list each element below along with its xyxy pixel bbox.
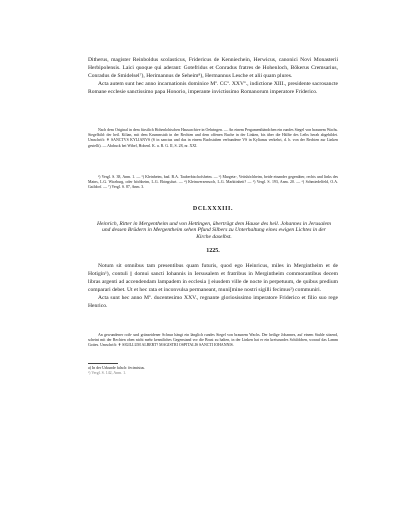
witness-paragraph: Ditherus, magister Reinboldus scolasticus, Fridericus de Kenniechein, Herwicus, canonici Novi Monasterii Herbipolensis. Laici quoque qui aderant: Gotefridus et Conradus fratres de Hohenloch, Bökerus Cremsarius, Conradus de Smidelsel⁷), Herimannus de Seheim⁸), Hermannus Lesche et alii quam plures.: [88, 57, 338, 80]
footnotes-top-block: [88, 175, 338, 191]
regest-heading: Heinrich, Ritter in Mergentheim und von Hettingen, überträgt dem Hause des heil. Johannes in Jerusalem und dessen Brüdern in Mergentheim sehen Pfund Silbers zu Unterhaltung eines ewigen Lichtes in der Kirche daselbst.: [97, 221, 331, 240]
charter-dating-paragraph: Acta sunt hec anno Mº. ducentesimo XXV., regnante gloriosissimo imperatore Friderico et filio suo rege Henrico.: [88, 295, 338, 310]
charter-body-block: [88, 262, 338, 311]
dating-paragraph: Acta autem sunt hec anno incarnationis dominice Mº. CCº. XXVº., indictione XIII., presidente sacrosancte Romane ecclesie sanctissimo papa Honorio, imperante invictissimo Romanorum imperatore Friderico.: [88, 81, 338, 96]
footnotes-top: ¹) Vergl. S. 38, Anm. 1. — ²) Kleinheim, bad. B.A. Tauberbischofsheim. — ³) Margeta-, Veitshöchheim, beide einander gegenüber, rechts und links des Mains, L.G. Wirzburg, oder höchheim, L.G. Ebingsfurt. — ⁴) Kleinwerzensoch, L.G. Marktinheit? — ⁵) Vergl. S. 193, Anm. 20. — ⁶) Schmiedelfeld, O.A. Gaildorf. — ⁷) Vergl. S. 87, Anm. 3.: [88, 175, 338, 190]
footnotes-bottom-block: [88, 366, 338, 376]
seal-note: An gewundener roth- und grünseidener Schnur hängt ein länglich rundes Siegel von braunem Wachs. Der heilige Johannes, auf einem Stuhle sitzend, scheint mit der Rechten oben nicht mehr kenntliches Gegenstand vor die Brust zu halten, in der Linken hat er ein kreisrundes Schildchen, worauf das Lamm Gottes. Umschrift: ✝ SIGILLUM ALBERT? MAGISTRI OSPITALIS SANCTI IOHANNIS.: [88, 333, 338, 348]
source-note: Nach dem Original in dem fürstlich Hohenlohischen Hausarchive in Oehringen. — An einem Pergamentbändchen ein rundes Siegel von braunem Wachs. Siegelbild: der heil. Kilian, mit dem Krummstab in der Rechten und dem offenen Buche in der Linken, bis über die Hälfte des Leibs herab abgebildet. Umschrift: ✝ SANCTVS KYLIANVS (S in sanctus und das in einem Buchstaben verbundene VS in Kylianus verkehrt, d. h. von der Rechten zur Linken gestellt). — Abdruck bei Wibel, Hohenl. K. u. R. G. II, S. 28, nr. XXI.: [88, 128, 338, 148]
year: 1225.: [206, 248, 220, 254]
seal-note-block: [88, 333, 338, 349]
footnote-divider: [88, 363, 118, 364]
top-text-block: [88, 56, 338, 96]
regest-heading-block: [96, 221, 332, 240]
footnote-line: a) In der Urkunde falsch: fecimistus.: [88, 366, 146, 370]
footnote-line: ¹) Vergl. S. 142, Anm. 1.: [88, 371, 126, 376]
source-note-block: [88, 128, 338, 149]
document-number: DCLXXXIII.: [192, 206, 234, 212]
charter-paragraph: Notum sit omnibus tam presentibus quam futuris, quod ego Heinricus, miles in Mergintheim et de Hotigin¹), contuli || domui sancti Iohannis in Iersusalem et fratribus in Mergintheim commorantibus decem libras argenti ad accendendam lampadem in ecclesia || eiusdem ville de nocte in perpetuum, de quibus predium comparari debet. Ut et hec rata et inconvulsa permaneant, muni[mine nostri sigilli fecimus²) communiri.: [88, 263, 338, 294]
